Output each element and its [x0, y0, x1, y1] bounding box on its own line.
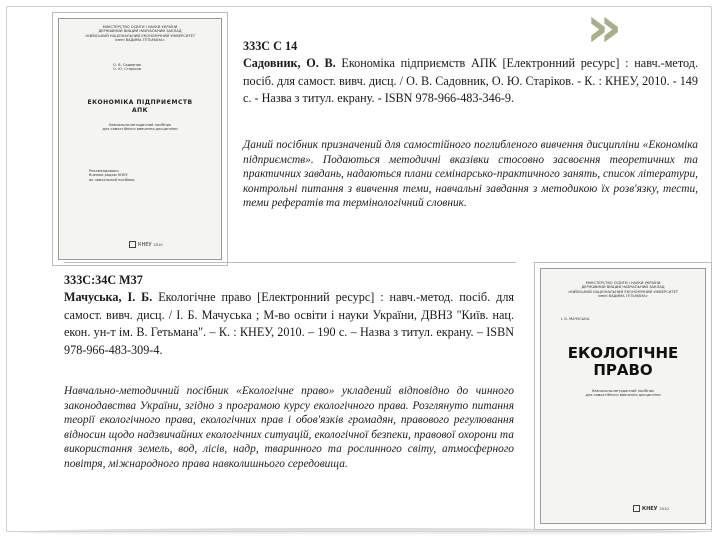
- chevron-glyph: »: [586, 0, 623, 60]
- cover-header: МІНІСТЕРСТВО ОСВІТИ І НАУКИ УКРАЇНИ ДЕРЖАВНИЙ ВИЩИЙ НАВЧАЛЬНИЙ ЗАКЛАД «КИЇВСЬКИЙ НАЦІОНАЛЬНИЙ ЕКОНОМІЧНИЙ УНІВЕРСИТЕТ імені ВАДИМА ГЕТЬМАНА»: [84, 25, 196, 42]
- section-divider: [64, 262, 516, 263]
- cover-author: І. Б. МАЧУСЬКА: [561, 317, 590, 321]
- publisher-logo-icon: [633, 505, 640, 512]
- slide-shadow: [20, 528, 700, 536]
- book-cover-economics: [58, 18, 222, 260]
- shelf-code: 333С С 14: [243, 39, 298, 53]
- cover-title: ЕКОНОМІКА ПІДПРИЄМСТВ АПК: [87, 99, 193, 114]
- cover-logo-text: КНЕУ: [138, 241, 152, 248]
- cover-header: МІНІСТЕРСТВО ОСВІТИ І НАУКИ УКРАЇНИ ДЕРЖАВНИЙ ВИЩИЙ НАВЧАЛЬНИЙ ЗАКЛАД «КИЇВСЬКИЙ НАЦІОНАЛЬНИЙ ЕКОНОМІЧНИЙ УНІВЕРСИТЕТ імені ВАДИМА ГЕТЬМАНА»: [567, 281, 679, 298]
- cover-logo-text: КНЕУ: [642, 505, 658, 512]
- shelf-code: 333С:34С М37: [64, 273, 143, 287]
- cover-logo: [129, 241, 163, 248]
- entry-description: Екологічне право [Електронний ресурс] : навч.-метод. посіб. для самост. вивч. дисц. / І. Б. Мачуська ; М-во освіти і науки України, ДВНЗ "Київ. нац. екон. ун-т ім. В. Гетьмана". – К. : КНЕУ, 2010. – 190 с. – Назва з титул. екрану. – ISBN 978-966-483-309-4.: [64, 290, 515, 357]
- cover-subtitle: Навчально-методичний посібник для самостійного вивчення дисципліни: [102, 123, 178, 132]
- entry-abstract-2: Навчально-методичний посібник «Екологічне право» укладений відповідно до чинного законодавства України, згідно з програмою курсу екологічного права. Розглянуто питання теорії екологічного права, екологічних прав і обов'язків громадян, правового регулювання відносин щодо надзвичайних екологічних ситуацій, екологічної безпеки, правової охорони та використання земель, вод, лісів, надр, тваринного та рослинного світу, атмосферного повітря, міжнародного права навколишнього середовища.: [64, 385, 514, 470]
- bibliographic-entry-2: [64, 272, 514, 359]
- cover-authors: О. В. Садовник О. Ю. Старіков: [113, 63, 142, 72]
- cover-year: 2010: [153, 242, 163, 247]
- cover-year: 2010: [659, 506, 669, 511]
- cover-title: ЕКОЛОГІЧНЕ ПРАВО: [567, 344, 679, 379]
- cover-logo: [633, 505, 669, 512]
- bibliographic-entry-1: [243, 38, 698, 108]
- entry-author: Садовник, О. В.: [243, 56, 336, 71]
- cover-note: Рекомендовано Вченою радою КНЕУ як навчальний посібник: [89, 169, 135, 182]
- publisher-logo-icon: [129, 241, 136, 248]
- entry-abstract-1: Даний посібник призначений для самостійного поглибленого вивчення дисципліни «Економіка підприємств». Подаються методичні вказівки стосовно засвоєння теоретичних та практичних завдань, надаються плани семінарсько-практичного занять, список літератури, контрольні питання з вивчення теми, навчальні завдання з методикою їх розв'язку, тести, теми рефератів та термінологічний словник.: [243, 139, 698, 210]
- book-cover-ecology-law: [540, 268, 706, 524]
- cover-subtitle: Навчально-методичний посібник для самостійного вивчення дисципліни: [585, 389, 661, 398]
- entry-author: Мачуська, І. Б.: [64, 290, 153, 305]
- entry-description: Економіка підприємств АПК [Електронний ресурс] : навч.-метод. посіб. для самост. вивч. дисц. / О. В. Садовник, О. Ю. Старіков. - К. : КНЕУ, 2010. - 149 с. - Назва з титул. екрану. - ISBN 978-966-483-346-9.: [243, 56, 698, 106]
